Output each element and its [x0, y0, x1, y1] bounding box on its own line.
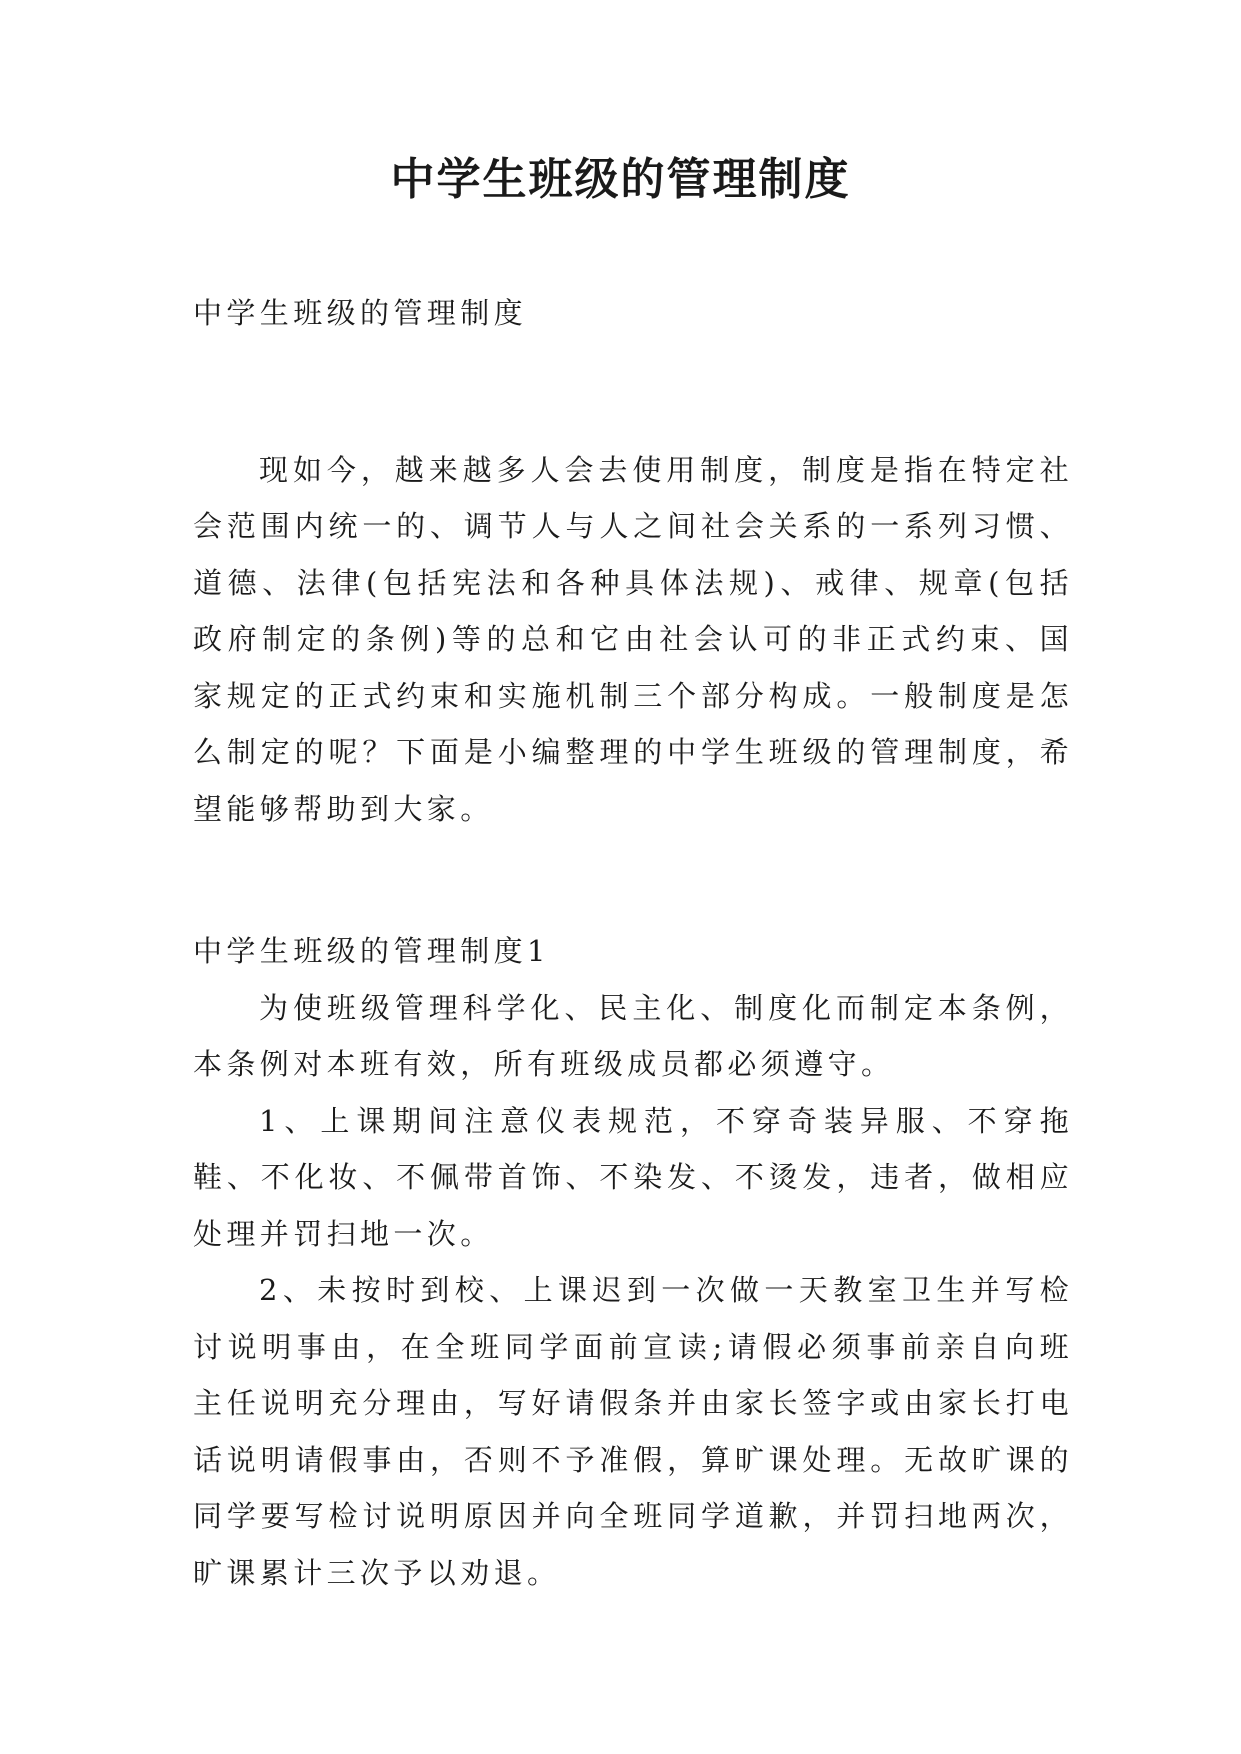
document-body	[193, 285, 1073, 1601]
spacer	[193, 837, 1073, 923]
rule-item-2: 2、未按时到校、上课迟到一次做一天教室卫生并写检讨说明事由，在全班同学面前宣读;请假必须事前亲自向班主任说明充分理由，写好请假条并由家长签字或由家长打电话说明请假事由，否则不予准假，算旷课处理。无故旷课的同学要写检讨说明原因并向全班同学道歉，并罚扫地两次，旷课累计三次予以劝退。	[193, 1273, 1073, 1590]
spacer	[193, 342, 1073, 442]
rule-item-1: 1、上课期间注意仪表规范，不穿奇装异服、不穿拖鞋、不化妆、不佩带首饰、不染发、不烫发，违者，做相应处理并罚扫地一次。	[193, 1103, 1073, 1251]
document-title: 中学生班级的管理制度	[390, 154, 851, 205]
intro-paragraph: 现如今，越来越多人会去使用制度，制度是指在特定社会范围内统一的、调节人与人之间社会关系的一系列习惯、道德、法律(包括宪法和各种具体法规)、戒律、规章(包括政府制定的条例)等的总和它由社会认可的非正式约束、国家规定的正式约束和实施机制三个部分构成。一般制度是怎么制定的呢？下面是小编整理的中学生班级的管理制度，希望能够帮助到大家。	[193, 452, 1073, 826]
document-subtitle: 中学生班级的管理制度	[193, 296, 528, 330]
section-heading: 中学生班级的管理制度1	[193, 934, 550, 968]
section-paragraph: 为使班级管理科学化、民主化、制度化而制定本条例，本条例对本班有效，所有班级成员都必须遵守。	[193, 990, 1073, 1081]
